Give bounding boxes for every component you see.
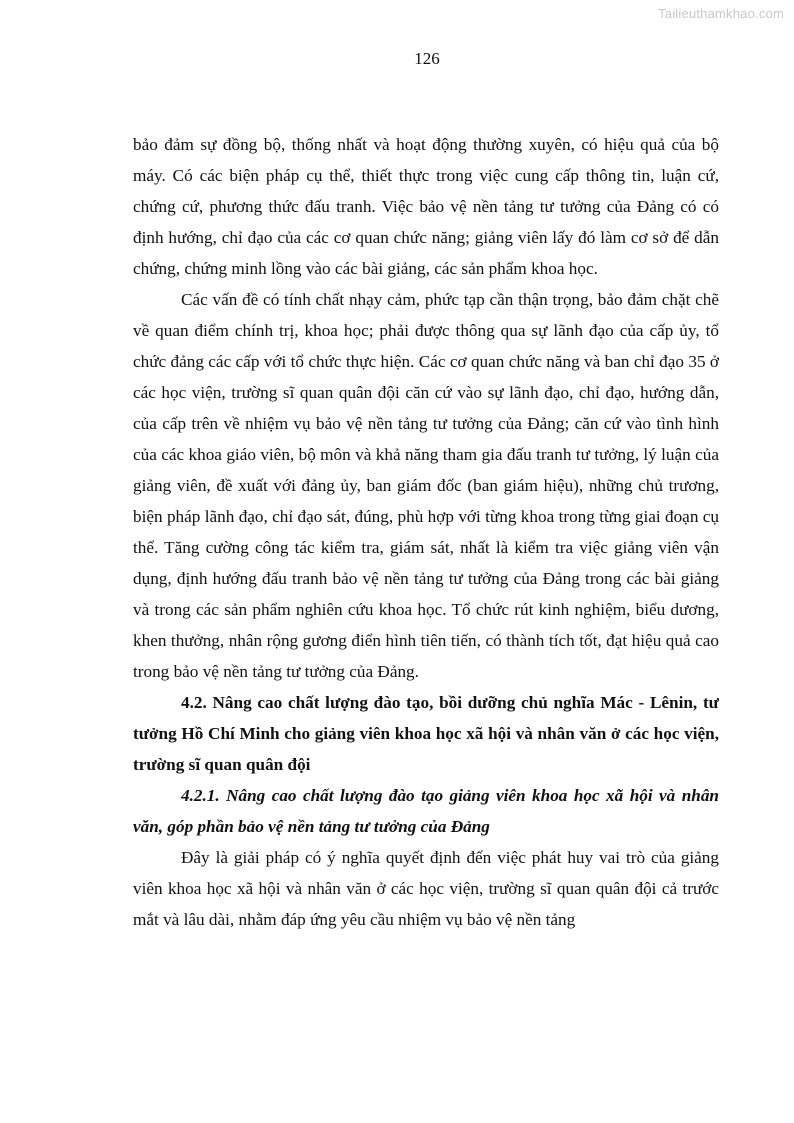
watermark-text: Tailieuthamkhao.com (658, 6, 784, 21)
paragraph-solution-intro: Đây là giải pháp có ý nghĩa quyết định đến việc phát huy vai trò của giảng viên khoa học xã hội và nhân văn ở các học viện, trường sĩ quan quân đội cả trước mắt và lâu dài, nhằm đáp ứng yêu cầu nhiệm vụ bảo vệ nền tảng (133, 848, 719, 929)
section-heading-4-2: 4.2. Nâng cao chất lượng đào tạo, bồi dưỡng chủ nghĩa Mác - Lênin, tư tưởng Hồ Chí Minh cho giảng viên khoa học xã hội và nhân văn ở các học viện, trường sĩ quan quân đội (133, 693, 719, 774)
document-body (133, 129, 719, 935)
page-number: 126 (414, 49, 440, 68)
paragraph-continued: bảo đảm sự đồng bộ, thống nhất và hoạt động thường xuyên, có hiệu quả của bộ máy. Có các biện pháp cụ thể, thiết thực trong việc cung cấp thông tin, luận cứ, chứng cứ, phương thức đấu tranh. Việc bảo vệ nền tảng tư tưởng của Đảng có có định hướng, chỉ đạo của các cơ quan chức năng; giảng viên lấy đó làm cơ sở để dẫn chứng, chứng minh lồng vào các bài giảng, các sản phẩm khoa học. (133, 135, 719, 278)
paragraph-sensitive-issues: Các vấn đề có tính chất nhạy cảm, phức tạp cần thận trọng, bảo đảm chặt chẽ về quan điểm chính trị, khoa học; phải được thông qua sự lãnh đạo của cấp ủy, tổ chức đảng các cấp với tổ chức thực hiện. Các cơ quan chức năng và ban chỉ đạo 35 ở các học viện, trường sĩ quan quân đội căn cứ vào sự lãnh đạo, chỉ đạo, hướng dẫn, của cấp trên về nhiệm vụ bảo vệ nền tảng tư tưởng của Đảng; căn cứ vào tình hình của các khoa giáo viên, bộ môn và khả năng tham gia đấu tranh tư tưởng, lý luận của giảng viên, đề xuất với đảng ủy, ban giám đốc (ban giám hiệu), những chủ trương, biện pháp lãnh đạo, chỉ đạo sát, đúng, phù hợp với từng khoa trong từng giai đoạn cụ thể. Tăng cường công tác kiểm tra, giám sát, nhất là kiểm tra việc giảng viên vận dụng, định hướng đấu tranh bảo vệ nền tảng tư tưởng của Đảng trong các bài giảng và trong các sản phẩm nghiên cứu khoa học. Tổ chức rút kinh nghiệm, biểu dương, khen thưởng, nhân rộng gương điển hình tiên tiến, có thành tích tốt, đạt hiệu quả cao trong bảo vệ nền tảng tư tưởng của Đảng. (133, 290, 719, 681)
subsection-heading-4-2-1: 4.2.1. Nâng cao chất lượng đào tạo giảng viên khoa học xã hội và nhân văn, góp phần bảo vệ nền tảng tư tưởng của Đảng (133, 786, 719, 836)
